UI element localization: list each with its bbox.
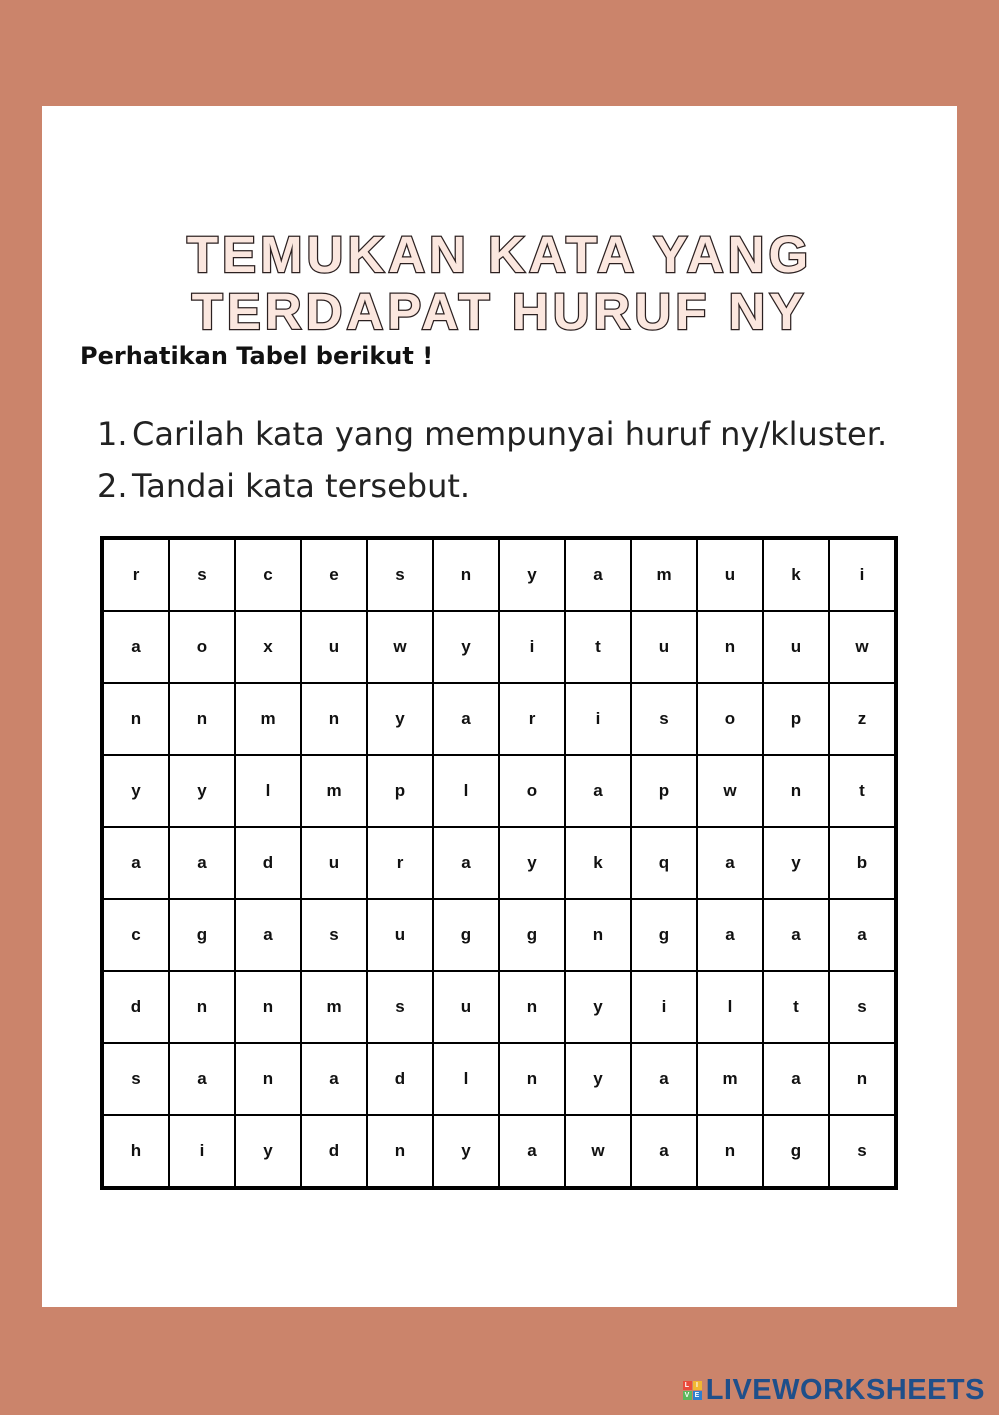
grid-cell[interactable]: n <box>235 1043 301 1115</box>
grid-cell[interactable]: m <box>631 538 697 611</box>
grid-cell[interactable]: y <box>499 827 565 899</box>
grid-cell[interactable]: n <box>235 971 301 1043</box>
title-line-2: TERDAPAT HURUF NY <box>191 283 808 341</box>
grid-cell[interactable]: n <box>169 683 235 755</box>
grid-cell[interactable]: l <box>235 755 301 827</box>
title-line-1: TEMUKAN KATA YANG <box>186 226 813 284</box>
grid-cell[interactable]: o <box>697 683 763 755</box>
grid-cell[interactable]: n <box>433 538 499 611</box>
grid-cell[interactable]: s <box>102 1043 169 1115</box>
grid-cell[interactable]: g <box>763 1115 829 1188</box>
grid-cell[interactable]: l <box>433 1043 499 1115</box>
grid-cell[interactable]: a <box>763 899 829 971</box>
grid-cell[interactable]: g <box>499 899 565 971</box>
grid-cell[interactable]: g <box>169 899 235 971</box>
grid-cell[interactable]: n <box>697 1115 763 1188</box>
instruction-number: 2. <box>97 467 128 505</box>
grid-cell[interactable]: i <box>565 683 631 755</box>
grid-row <box>102 755 896 827</box>
grid-cell[interactable]: m <box>235 683 301 755</box>
grid-row <box>102 827 896 899</box>
instruction-list <box>97 408 887 512</box>
grid-cell[interactable]: a <box>433 683 499 755</box>
grid-cell[interactable]: n <box>169 971 235 1043</box>
grid-cell[interactable]: x <box>235 611 301 683</box>
grid-cell[interactable]: a <box>697 827 763 899</box>
grid-cell[interactable]: a <box>169 1043 235 1115</box>
grid-cell[interactable]: y <box>433 611 499 683</box>
grid-cell[interactable]: t <box>829 755 896 827</box>
grid-cell[interactable]: p <box>367 755 433 827</box>
grid-cell[interactable]: i <box>499 611 565 683</box>
logo-square: E <box>694 1392 700 1399</box>
page-title <box>42 226 957 340</box>
grid-row <box>102 1115 896 1188</box>
grid-cell[interactable]: w <box>367 611 433 683</box>
grid-cell[interactable]: y <box>499 538 565 611</box>
grid-cell[interactable]: u <box>301 827 367 899</box>
grid-cell[interactable]: l <box>433 755 499 827</box>
grid-cell[interactable]: d <box>367 1043 433 1115</box>
grid-cell[interactable]: y <box>367 683 433 755</box>
grid-cell[interactable]: r <box>102 538 169 611</box>
grid-cell[interactable]: y <box>433 1115 499 1188</box>
grid-cell[interactable]: a <box>631 1115 697 1188</box>
instruction-item <box>97 460 887 512</box>
grid-cell[interactable]: i <box>169 1115 235 1188</box>
grid-cell[interactable]: s <box>829 971 896 1043</box>
grid-cell[interactable]: n <box>829 1043 896 1115</box>
grid-cell[interactable]: n <box>102 683 169 755</box>
grid-cell[interactable]: y <box>565 971 631 1043</box>
grid-cell[interactable]: w <box>565 1115 631 1188</box>
grid-cell[interactable]: c <box>102 899 169 971</box>
grid-cell[interactable]: y <box>565 1043 631 1115</box>
logo-square: V <box>684 1392 690 1399</box>
grid-cell[interactable]: b <box>829 827 896 899</box>
grid-cell[interactable]: a <box>433 827 499 899</box>
watermark-text: LIVEWORKSHEETS <box>705 1374 985 1406</box>
grid-cell[interactable]: y <box>102 755 169 827</box>
grid-cell[interactable]: n <box>763 755 829 827</box>
grid-cell[interactable]: s <box>829 1115 896 1188</box>
grid-row <box>102 611 896 683</box>
instruction-text: Carilah kata yang mempunyai huruf ny/kluster. <box>132 415 888 453</box>
grid-cell[interactable]: q <box>631 827 697 899</box>
grid-cell[interactable]: n <box>301 683 367 755</box>
grid-cell[interactable]: m <box>697 1043 763 1115</box>
grid-cell[interactable]: a <box>697 899 763 971</box>
grid-row <box>102 538 896 611</box>
grid-cell[interactable]: t <box>565 611 631 683</box>
word-search-grid <box>100 536 898 1190</box>
grid-cell[interactable]: l <box>697 971 763 1043</box>
grid-cell[interactable]: t <box>763 971 829 1043</box>
grid-cell[interactable]: a <box>301 1043 367 1115</box>
worksheet-page <box>42 106 957 1307</box>
grid-cell[interactable]: n <box>499 1043 565 1115</box>
grid-cell[interactable]: a <box>169 827 235 899</box>
grid-cell[interactable]: i <box>631 971 697 1043</box>
grid-cell[interactable]: a <box>499 1115 565 1188</box>
grid-cell[interactable]: h <box>102 1115 169 1188</box>
grid-cell[interactable]: a <box>631 1043 697 1115</box>
grid-cell[interactable]: e <box>301 538 367 611</box>
grid-cell[interactable]: a <box>763 1043 829 1115</box>
grid-row <box>102 1043 896 1115</box>
grid-cell[interactable]: u <box>433 971 499 1043</box>
grid-cell[interactable]: d <box>102 971 169 1043</box>
grid-cell[interactable]: u <box>763 611 829 683</box>
grid-cell[interactable]: y <box>763 827 829 899</box>
grid-cell[interactable]: p <box>631 755 697 827</box>
grid-cell[interactable]: n <box>565 899 631 971</box>
instruction-text: Tandai kata tersebut. <box>132 467 471 505</box>
instruction-number: 1. <box>97 415 128 453</box>
grid-cell[interactable]: y <box>235 1115 301 1188</box>
grid-cell[interactable]: d <box>301 1115 367 1188</box>
grid-cell[interactable]: r <box>367 827 433 899</box>
grid-cell[interactable]: m <box>301 971 367 1043</box>
grid-cell[interactable]: s <box>631 683 697 755</box>
grid-cell[interactable]: u <box>301 611 367 683</box>
grid-cell[interactable]: r <box>499 683 565 755</box>
grid-cell[interactable]: m <box>301 755 367 827</box>
grid-cell[interactable]: a <box>102 611 169 683</box>
grid-cell[interactable]: y <box>169 755 235 827</box>
grid-cell[interactable]: a <box>102 827 169 899</box>
grid-cell[interactable]: s <box>367 971 433 1043</box>
grid-cell[interactable]: o <box>499 755 565 827</box>
grid-cell[interactable]: g <box>631 899 697 971</box>
grid-cell[interactable]: d <box>235 827 301 899</box>
instruction-item <box>97 408 887 460</box>
subtitle: Perhatikan Tabel berikut ! <box>80 342 434 370</box>
grid-cell[interactable]: w <box>829 611 896 683</box>
grid-cell[interactable]: a <box>829 899 896 971</box>
grid-row <box>102 683 896 755</box>
grid-cell[interactable]: s <box>169 538 235 611</box>
liveworksheets-watermark <box>683 1374 985 1407</box>
grid-cell[interactable]: w <box>697 755 763 827</box>
grid-cell[interactable]: a <box>565 538 631 611</box>
grid-cell[interactable]: u <box>631 611 697 683</box>
grid-cell[interactable]: s <box>367 538 433 611</box>
grid-cell[interactable]: k <box>565 827 631 899</box>
grid-cell[interactable]: s <box>301 899 367 971</box>
grid-cell[interactable]: n <box>367 1115 433 1188</box>
grid-cell[interactable]: c <box>235 538 301 611</box>
grid-cell[interactable]: u <box>367 899 433 971</box>
grid-cell[interactable]: g <box>433 899 499 971</box>
grid-cell[interactable]: k <box>763 538 829 611</box>
grid-cell[interactable]: z <box>829 683 896 755</box>
grid-cell[interactable]: i <box>829 538 896 611</box>
grid-row <box>102 899 896 971</box>
logo-square: L <box>683 1381 692 1390</box>
grid-cell[interactable]: p <box>763 683 829 755</box>
liveworksheets-logo-icon <box>683 1381 702 1400</box>
grid-cell[interactable]: o <box>169 611 235 683</box>
grid-cell[interactable]: n <box>697 611 763 683</box>
grid-cell[interactable]: a <box>235 899 301 971</box>
grid-cell[interactable]: u <box>697 538 763 611</box>
letter-table <box>100 536 898 1190</box>
grid-cell[interactable]: n <box>499 971 565 1043</box>
grid-cell[interactable]: a <box>565 755 631 827</box>
grid-row <box>102 971 896 1043</box>
logo-square: I <box>693 1381 702 1390</box>
